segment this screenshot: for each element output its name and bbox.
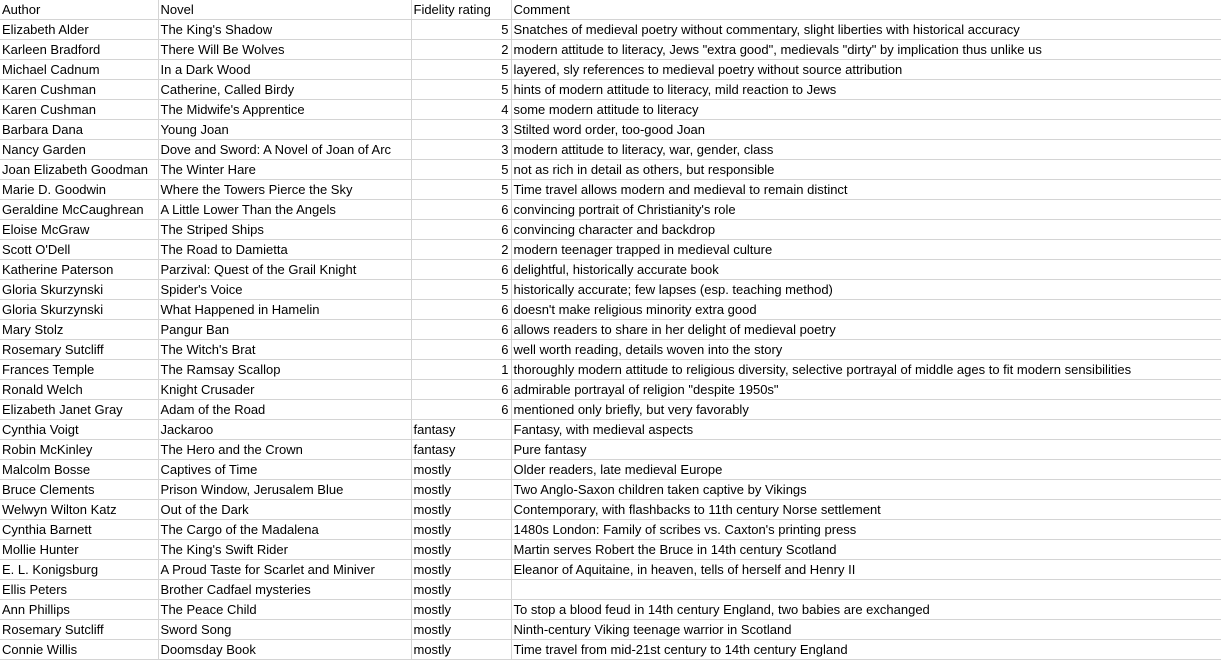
cell-fidelity-rating[interactable]: 5	[411, 20, 511, 40]
cell-novel[interactable]: Captives of Time	[158, 460, 411, 480]
header-row	[0, 0, 1221, 20]
cell-comment[interactable]: Contemporary, with flashbacks to 11th century Norse settlement	[511, 500, 1221, 520]
cell-novel[interactable]: Doomsday Book	[158, 640, 411, 660]
cell-author[interactable]: Michael Cadnum	[0, 60, 158, 80]
cell-novel[interactable]: Dove and Sword: A Novel of Joan of Arc	[158, 140, 411, 160]
cell-novel[interactable]: There Will Be Wolves	[158, 40, 411, 60]
header-comment[interactable]: Comment	[511, 0, 1221, 20]
cell-novel[interactable]: The Road to Damietta	[158, 240, 411, 260]
cell-comment[interactable]: 1480s London: Family of scribes vs. Caxton's printing press	[511, 520, 1221, 540]
cell-novel[interactable]: The Winter Hare	[158, 160, 411, 180]
table-row	[0, 360, 1221, 380]
table-row	[0, 180, 1221, 200]
table-row	[0, 420, 1221, 440]
cell-comment[interactable]: layered, sly references to medieval poetry without source attribution	[511, 60, 1221, 80]
cell-novel[interactable]: The Witch's Brat	[158, 340, 411, 360]
table-row	[0, 540, 1221, 560]
cell-novel[interactable]: Parzival: Quest of the Grail Knight	[158, 260, 411, 280]
cell-author[interactable]: Eloise McGraw	[0, 220, 158, 240]
cell-comment[interactable]: Time travel from mid-21st century to 14th century England	[511, 640, 1221, 660]
table-row	[0, 400, 1221, 420]
cell-comment[interactable]: Pure fantasy	[511, 440, 1221, 460]
header-fidelity-rating[interactable]: Fidelity rating	[411, 0, 511, 20]
table-row	[0, 60, 1221, 80]
cell-novel[interactable]: Catherine, Called Birdy	[158, 80, 411, 100]
cell-fidelity-rating[interactable]: 6	[411, 320, 511, 340]
cell-fidelity-rating[interactable]: fantasy	[411, 440, 511, 460]
cell-comment[interactable]: Time travel allows modern and medieval to remain distinct	[511, 180, 1221, 200]
header-novel[interactable]: Novel	[158, 0, 411, 20]
cell-fidelity-rating[interactable]: mostly	[411, 460, 511, 480]
cell-fidelity-rating[interactable]: mostly	[411, 600, 511, 620]
table-row	[0, 640, 1221, 660]
table-row	[0, 480, 1221, 500]
cell-fidelity-rating[interactable]: fantasy	[411, 420, 511, 440]
table-row	[0, 240, 1221, 260]
cell-author[interactable]: Karen Cushman	[0, 100, 158, 120]
cell-novel[interactable]: The Midwife's Apprentice	[158, 100, 411, 120]
table-row	[0, 500, 1221, 520]
cell-novel[interactable]: Young Joan	[158, 120, 411, 140]
cell-fidelity-rating[interactable]: 6	[411, 220, 511, 240]
cell-comment[interactable]: Snatches of medieval poetry without commentary, slight liberties with historical accuracy	[511, 20, 1221, 40]
cell-fidelity-rating[interactable]: mostly	[411, 580, 511, 600]
cell-fidelity-rating[interactable]: 3	[411, 120, 511, 140]
cell-fidelity-rating[interactable]: mostly	[411, 520, 511, 540]
cell-author[interactable]: Gloria Skurzynski	[0, 280, 158, 300]
table-row	[0, 620, 1221, 640]
cell-novel[interactable]: Knight Crusader	[158, 380, 411, 400]
cell-author[interactable]: Elizabeth Alder	[0, 20, 158, 40]
cell-comment[interactable]: modern teenager trapped in medieval culture	[511, 240, 1221, 260]
cell-comment[interactable]: delightful, historically accurate book	[511, 260, 1221, 280]
cell-fidelity-rating[interactable]: 6	[411, 380, 511, 400]
table-row	[0, 260, 1221, 280]
cell-author[interactable]: Cynthia Barnett	[0, 520, 158, 540]
cell-author[interactable]: Welwyn Wilton Katz	[0, 500, 158, 520]
cell-author[interactable]: Geraldine McCaughrean	[0, 200, 158, 220]
cell-comment[interactable]: allows readers to share in her delight of medieval poetry	[511, 320, 1221, 340]
cell-comment[interactable]: modern attitude to literacy, Jews "extra good", medievals "dirty" by implication thus unlike us	[511, 40, 1221, 60]
cell-fidelity-rating[interactable]: 6	[411, 200, 511, 220]
table-row	[0, 80, 1221, 100]
cell-comment[interactable]: well worth reading, details woven into the story	[511, 340, 1221, 360]
cell-novel[interactable]: The King's Shadow	[158, 20, 411, 40]
cell-author[interactable]: E. L. Konigsburg	[0, 560, 158, 580]
cell-fidelity-rating[interactable]: 5	[411, 60, 511, 80]
cell-author[interactable]: Scott O'Dell	[0, 240, 158, 260]
table-row	[0, 100, 1221, 120]
table-row	[0, 380, 1221, 400]
cell-author[interactable]: Barbara Dana	[0, 120, 158, 140]
cell-author[interactable]: Katherine Paterson	[0, 260, 158, 280]
cell-author[interactable]: Frances Temple	[0, 360, 158, 380]
cell-comment[interactable]: convincing character and backdrop	[511, 220, 1221, 240]
cell-novel[interactable]: Out of the Dark	[158, 500, 411, 520]
table-row	[0, 220, 1221, 240]
table-row	[0, 140, 1221, 160]
cell-novel[interactable]: Pangur Ban	[158, 320, 411, 340]
cell-author[interactable]: Gloria Skurzynski	[0, 300, 158, 320]
table-row	[0, 120, 1221, 140]
cell-comment[interactable]: Older readers, late medieval Europe	[511, 460, 1221, 480]
cell-comment[interactable]: Stilted word order, too-good Joan	[511, 120, 1221, 140]
cell-author[interactable]: Cynthia Voigt	[0, 420, 158, 440]
table-row	[0, 600, 1221, 620]
cell-fidelity-rating[interactable]: mostly	[411, 540, 511, 560]
cell-fidelity-rating[interactable]: 2	[411, 240, 511, 260]
cell-novel[interactable]: The Ramsay Scallop	[158, 360, 411, 380]
cell-fidelity-rating[interactable]: 2	[411, 40, 511, 60]
cell-novel[interactable]: The Cargo of the Madalena	[158, 520, 411, 540]
cell-fidelity-rating[interactable]: 5	[411, 160, 511, 180]
cell-novel[interactable]: The Striped Ships	[158, 220, 411, 240]
cell-author[interactable]: Ronald Welch	[0, 380, 158, 400]
cell-fidelity-rating[interactable]: mostly	[411, 640, 511, 660]
cell-fidelity-rating[interactable]: 5	[411, 280, 511, 300]
cell-comment[interactable]: Martin serves Robert the Bruce in 14th century Scotland	[511, 540, 1221, 560]
cell-fidelity-rating[interactable]: mostly	[411, 560, 511, 580]
table-row	[0, 40, 1221, 60]
cell-fidelity-rating[interactable]: 1	[411, 360, 511, 380]
cell-author[interactable]: Mary Stolz	[0, 320, 158, 340]
cell-comment[interactable]: not as rich in detail as others, but responsible	[511, 160, 1221, 180]
cell-comment[interactable]: some modern attitude to literacy	[511, 100, 1221, 120]
cell-author[interactable]: Connie Willis	[0, 640, 158, 660]
cell-comment[interactable]: mentioned only briefly, but very favorably	[511, 400, 1221, 420]
cell-author[interactable]: Malcolm Bosse	[0, 460, 158, 480]
cell-novel[interactable]: Jackaroo	[158, 420, 411, 440]
cell-novel[interactable]: What Happened in Hamelin	[158, 300, 411, 320]
cell-comment[interactable]: Fantasy, with medieval aspects	[511, 420, 1221, 440]
cell-fidelity-rating[interactable]: 6	[411, 340, 511, 360]
cell-author[interactable]: Nancy Garden	[0, 140, 158, 160]
table-row	[0, 560, 1221, 580]
table-row	[0, 300, 1221, 320]
cell-fidelity-rating[interactable]: 6	[411, 300, 511, 320]
cell-novel[interactable]: The Peace Child	[158, 600, 411, 620]
cell-novel[interactable]: Sword Song	[158, 620, 411, 640]
table-row	[0, 160, 1221, 180]
table-row	[0, 20, 1221, 40]
cell-novel[interactable]: Where the Towers Pierce the Sky	[158, 180, 411, 200]
cell-fidelity-rating[interactable]: 3	[411, 140, 511, 160]
cell-novel[interactable]: Prison Window, Jerusalem Blue	[158, 480, 411, 500]
table-row	[0, 580, 1221, 600]
cell-novel[interactable]: A Proud Taste for Scarlet and Miniver	[158, 560, 411, 580]
cell-comment[interactable]: historically accurate; few lapses (esp. teaching method)	[511, 280, 1221, 300]
cell-comment[interactable]: doesn't make religious minority extra good	[511, 300, 1221, 320]
cell-comment[interactable]: modern attitude to literacy, war, gender, class	[511, 140, 1221, 160]
cell-novel[interactable]: A Little Lower Than the Angels	[158, 200, 411, 220]
cell-fidelity-rating[interactable]: 6	[411, 400, 511, 420]
cell-comment[interactable]: Two Anglo-Saxon children taken captive by Vikings	[511, 480, 1221, 500]
cell-fidelity-rating[interactable]: 5	[411, 80, 511, 100]
table-row	[0, 200, 1221, 220]
sheet-body	[0, 20, 1221, 660]
cell-author[interactable]: Karleen Bradford	[0, 40, 158, 60]
header-author[interactable]: Author	[0, 0, 158, 20]
cell-novel[interactable]: In a Dark Wood	[158, 60, 411, 80]
cell-fidelity-rating[interactable]: 5	[411, 180, 511, 200]
cell-author[interactable]: Robin McKinley	[0, 440, 158, 460]
cell-comment[interactable]: hints of modern attitude to literacy, mild reaction to Jews	[511, 80, 1221, 100]
cell-author[interactable]: Bruce Clements	[0, 480, 158, 500]
table-row	[0, 280, 1221, 300]
cell-comment[interactable]: convincing portrait of Christianity's role	[511, 200, 1221, 220]
cell-fidelity-rating[interactable]: mostly	[411, 500, 511, 520]
cell-author[interactable]: Marie D. Goodwin	[0, 180, 158, 200]
cell-comment[interactable]	[511, 580, 1221, 600]
cell-comment[interactable]: To stop a blood feud in 14th century England, two babies are exchanged	[511, 600, 1221, 620]
cell-comment[interactable]: Eleanor of Aquitaine, in heaven, tells of herself and Henry II	[511, 560, 1221, 580]
cell-author[interactable]: Ellis Peters	[0, 580, 158, 600]
cell-author[interactable]: Elizabeth Janet Gray	[0, 400, 158, 420]
cell-author[interactable]: Mollie Hunter	[0, 540, 158, 560]
cell-comment[interactable]: thoroughly modern attitude to religious diversity, selective portrayal of middle ages to fit modern sensibilities	[511, 360, 1221, 380]
cell-fidelity-rating[interactable]: 4	[411, 100, 511, 120]
cell-author[interactable]: Karen Cushman	[0, 80, 158, 100]
cell-comment[interactable]: Ninth-century Viking teenage warrior in Scotland	[511, 620, 1221, 640]
cell-comment[interactable]: admirable portrayal of religion "despite 1950s"	[511, 380, 1221, 400]
cell-author[interactable]: Rosemary Sutcliff	[0, 340, 158, 360]
cell-author[interactable]: Rosemary Sutcliff	[0, 620, 158, 640]
cell-fidelity-rating[interactable]: mostly	[411, 620, 511, 640]
cell-fidelity-rating[interactable]: mostly	[411, 480, 511, 500]
cell-novel[interactable]: Adam of the Road	[158, 400, 411, 420]
table-row	[0, 340, 1221, 360]
table-row	[0, 460, 1221, 480]
table-row	[0, 520, 1221, 540]
cell-novel[interactable]: The King's Swift Rider	[158, 540, 411, 560]
table-row	[0, 440, 1221, 460]
table-row	[0, 320, 1221, 340]
cell-novel[interactable]: The Hero and the Crown	[158, 440, 411, 460]
cell-novel[interactable]: Brother Cadfael mysteries	[158, 580, 411, 600]
cell-author[interactable]: Ann Phillips	[0, 600, 158, 620]
cell-fidelity-rating[interactable]: 6	[411, 260, 511, 280]
cell-author[interactable]: Joan Elizabeth Goodman	[0, 160, 158, 180]
cell-novel[interactable]: Spider's Voice	[158, 280, 411, 300]
